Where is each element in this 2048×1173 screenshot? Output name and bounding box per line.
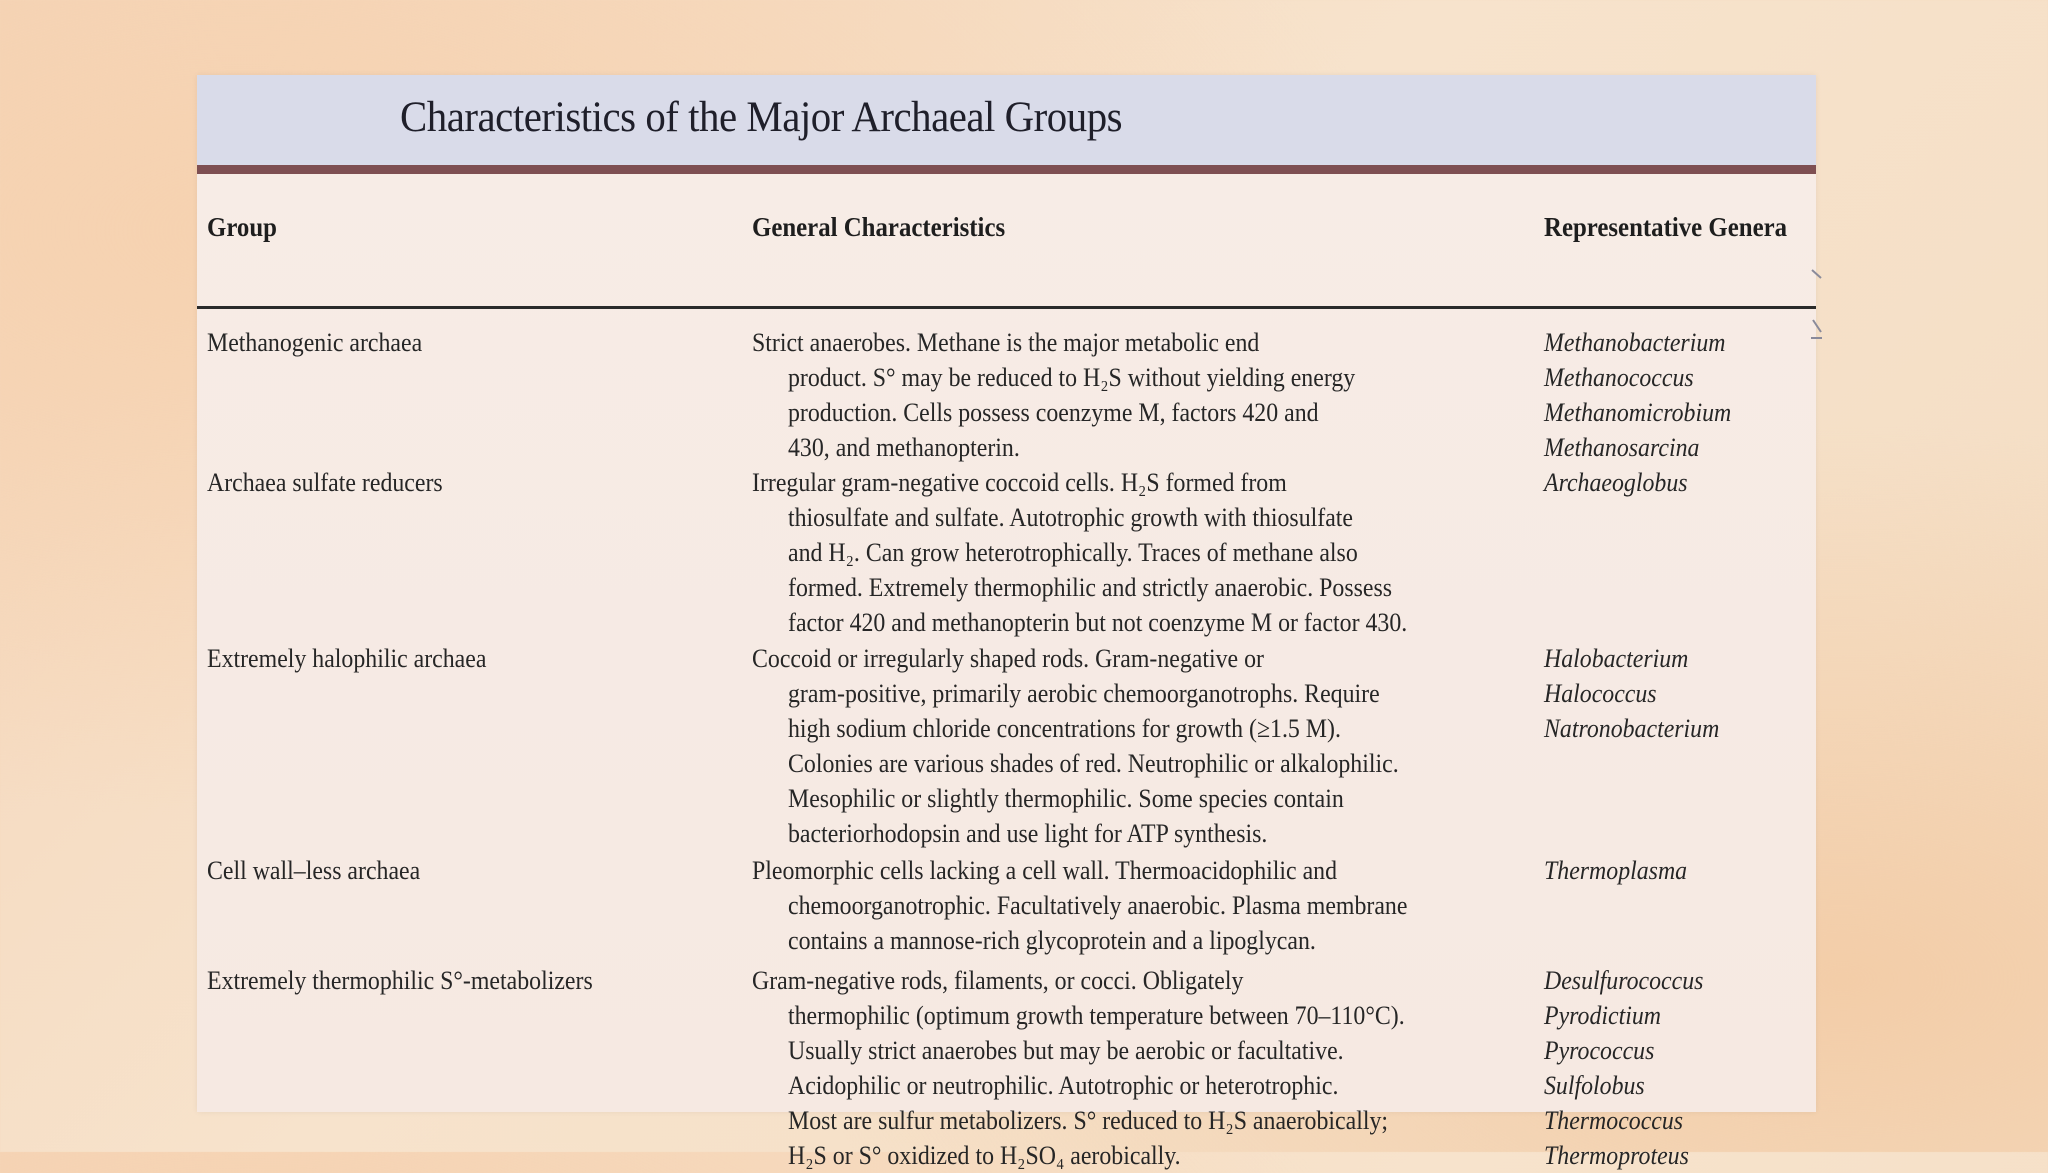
title-rule xyxy=(197,165,1816,174)
characteristics-line: Colonies are various shades of red. Neutrophilic or alkalophilic. xyxy=(788,748,1399,778)
genera-cell xyxy=(1544,465,1703,500)
group-cell: Extremely halophilic archaea xyxy=(207,643,487,673)
characteristics-line: contains a mannose-rich glycoprotein and a lipoglycan. xyxy=(788,925,1316,955)
characteristics-cell xyxy=(752,853,1472,958)
characteristics-line: Most are sulfur metabolizers. S° reduced to H₂S anaerobically; xyxy=(788,1105,1389,1135)
genus-name: Methanomicrobium xyxy=(1544,397,1732,427)
characteristics-line: and H₂. Can grow heterotrophically. Traces of methane also xyxy=(788,537,1358,567)
group-cell: Methanogenic archaea xyxy=(207,327,423,357)
characteristics-line: Pleomorphic cells lacking a cell wall. Thermoacidophilic and xyxy=(752,855,1338,885)
characteristics-line: gram-positive, primarily aerobic chemoorganotrophs. Require xyxy=(788,678,1380,708)
header-genera: Representative Genera xyxy=(1544,212,1788,242)
characteristics-line: chemoorganotrophic. Facultatively anaerobic. Plasma membrane xyxy=(788,890,1408,920)
bracket-marks xyxy=(1809,260,1823,350)
table-card xyxy=(197,75,1816,1170)
header-characteristics: General Characteristics xyxy=(752,212,1006,242)
genus-name: Desulfurococcus xyxy=(1544,965,1704,995)
genus-name: Thermoplasma xyxy=(1544,855,1688,885)
characteristics-line: Coccoid or irregularly shaped rods. Gram-negative or xyxy=(752,643,1264,673)
characteristics-line: Irregular gram-negative coccoid cells. H₂S formed from xyxy=(752,467,1287,497)
genus-name: Halococcus xyxy=(1544,678,1657,708)
genus-name: Methanobacterium xyxy=(1544,327,1726,357)
group-cell: Archaea sulfate reducers xyxy=(207,467,443,497)
characteristics-line: formed. Extremely thermophilic and strictly anaerobic. Possess xyxy=(788,572,1393,602)
characteristics-line: production. Cells possess coenzyme M, factors 420 and xyxy=(788,397,1319,427)
characteristics-line: product. S° may be reduced to H₂S without yielding energy xyxy=(788,362,1356,392)
characteristics-line: Acidophilic or neutrophilic. Autotrophic or heterotrophic. xyxy=(788,1070,1339,1100)
characteristics-line: Mesophilic or slightly thermophilic. Some species contain xyxy=(788,783,1344,813)
characteristics-line: Strict anaerobes. Methane is the major metabolic end xyxy=(752,327,1260,357)
table-title: Characteristics of the Major Archaeal Groups xyxy=(400,94,1123,141)
characteristics-line: thermophilic (optimum growth temperature between 70–110°C). xyxy=(788,1000,1405,1030)
genera-cell xyxy=(1544,963,1721,1173)
genus-name: Methanosarcina xyxy=(1544,432,1700,462)
characteristics-line: high sodium chloride concentrations for growth (≥1.5 M). xyxy=(788,713,1341,743)
group-cell: Cell wall–less archaea xyxy=(207,855,421,885)
genus-name: Archaeoglobus xyxy=(1544,467,1688,497)
characteristics-line: bacteriorhodopsin and use light for ATP synthesis. xyxy=(788,818,1268,848)
characteristics-cell xyxy=(752,465,1472,640)
title-bar xyxy=(197,75,1816,165)
characteristics-line: Gram-negative rods, filaments, or cocci. Obligately xyxy=(752,965,1244,995)
characteristics-cell xyxy=(752,325,1472,465)
group-cell: Extremely thermophilic S°-metabolizers xyxy=(207,965,593,995)
header-group: Group xyxy=(207,212,277,242)
genus-name: Pyrococcus xyxy=(1544,1035,1655,1065)
genus-name: Methanococcus xyxy=(1544,362,1694,392)
genus-name: Sulfolobus xyxy=(1544,1070,1645,1100)
characteristics-line: H₂S or S° oxidized to H₂SO₄ aerobically. xyxy=(788,1140,1181,1170)
characteristics-cell xyxy=(752,641,1472,851)
genus-name: Thermoproteus xyxy=(1544,1140,1689,1170)
genus-name: Thermococcus xyxy=(1544,1105,1684,1135)
characteristics-line: factor 420 and methanopterin but not coenzyme M or factor 430. xyxy=(788,607,1408,637)
characteristics-line: Usually strict anaerobes but may be aerobic or facultative. xyxy=(788,1035,1344,1065)
characteristics-line: thiosulfate and sulfate. Autotrophic growth with thiosulfate xyxy=(788,502,1354,532)
genus-name: Pyrodictium xyxy=(1544,1000,1662,1030)
genera-cell xyxy=(1544,641,1739,746)
characteristics-line: 430, and methanopterin. xyxy=(788,432,1020,462)
genera-cell xyxy=(1544,325,1752,465)
header-rule xyxy=(197,306,1816,309)
genus-name: Halobacterium xyxy=(1544,643,1689,673)
genus-name: Natronobacterium xyxy=(1544,713,1720,743)
table-header xyxy=(197,174,1816,308)
genera-cell xyxy=(1544,853,1703,888)
characteristics-cell xyxy=(752,963,1472,1173)
